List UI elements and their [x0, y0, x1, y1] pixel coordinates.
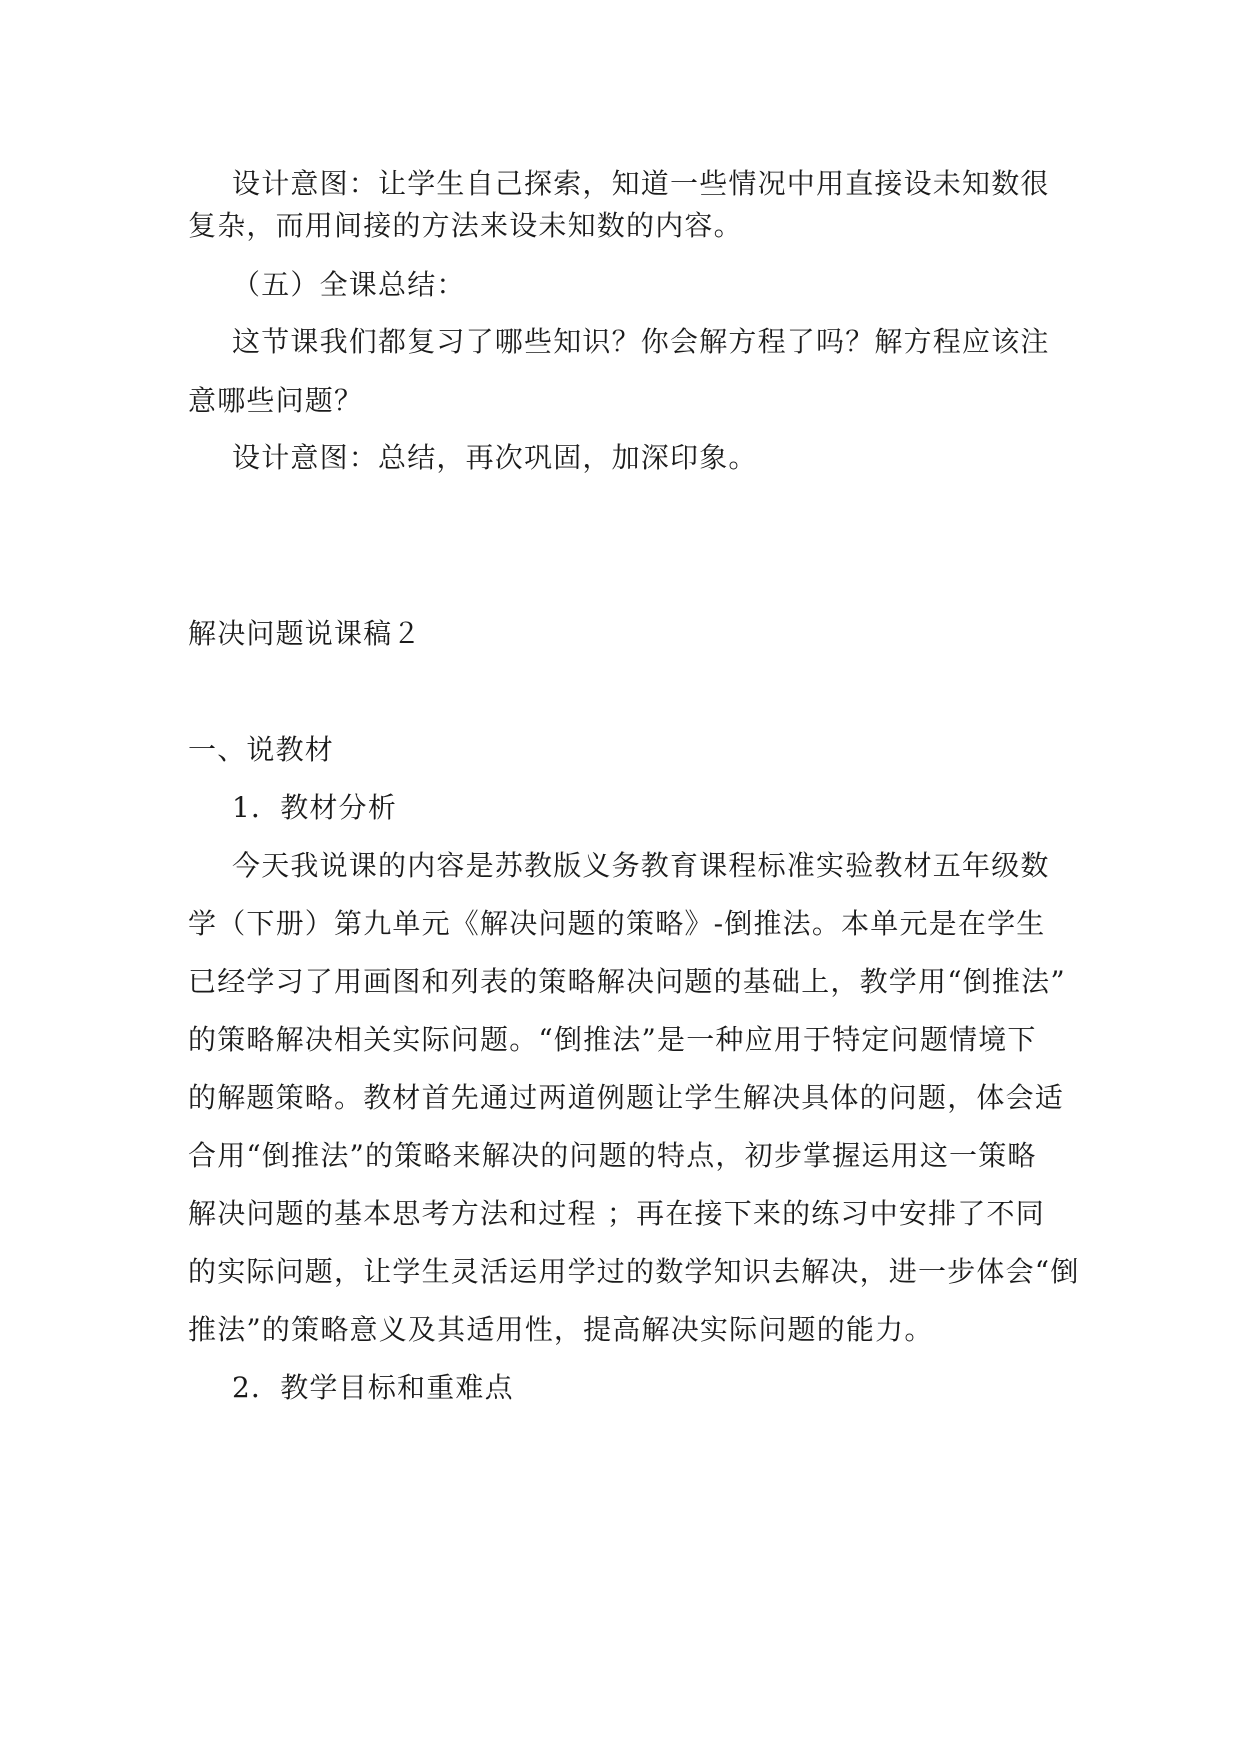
paragraph-line: 解决问题的基本思考方法和过程 ；再在接下来的练习中安排了不同: [188, 1197, 1045, 1230]
paragraph-line: 设计意图：让学生自己探索，知道一些情况中用直接设未知数很: [232, 167, 1050, 200]
paragraph-line: 推法”的策略意义及其适用性，提高解决实际问题的能力。: [188, 1313, 934, 1346]
paragraph-line: 这节课我们都复习了哪些知识？你会解方程了吗？解方程应该注: [232, 325, 1050, 358]
paragraph-line: 已经学习了用画图和列表的策略解决问题的基础上，教学用“倒推法”: [188, 965, 1066, 998]
paragraph-line: 的策略解决相关实际问题。“倒推法”是一种应用于特定问题情境下: [188, 1023, 1037, 1056]
paragraph-line: 意哪些问题？: [188, 384, 364, 417]
document-title: 解决问题说课稿２: [188, 617, 422, 650]
paragraph-line: 学（下册）第九单元《解决问题的策略》-倒推法。本单元是在学生: [188, 907, 1046, 940]
section-heading: （五）全课总结：: [232, 268, 466, 301]
paragraph-line: 的实际问题，让学生灵活运用学过的数学知识去解决，进一步体会“倒: [188, 1255, 1080, 1288]
subsection-heading: 1．教材分析: [232, 791, 398, 824]
paragraph-line: 今天我说课的内容是苏教版义务教育课程标准实验教材五年级数: [232, 849, 1050, 882]
paragraph-line: 复杂，而用间接的方法来设未知数的内容。: [188, 209, 743, 242]
paragraph-line: 的解题策略。教材首先通过两道例题让学生解决具体的问题，体会适: [188, 1081, 1065, 1114]
subsection-heading: 2．教学目标和重难点: [232, 1371, 514, 1404]
paragraph-line: 合用“倒推法”的策略来解决的问题的特点，初步掌握运用这一策略: [188, 1139, 1037, 1172]
section-heading: 一、说教材: [188, 733, 335, 766]
paragraph-line: 设计意图：总结，再次巩固，加深印象。: [232, 441, 758, 474]
